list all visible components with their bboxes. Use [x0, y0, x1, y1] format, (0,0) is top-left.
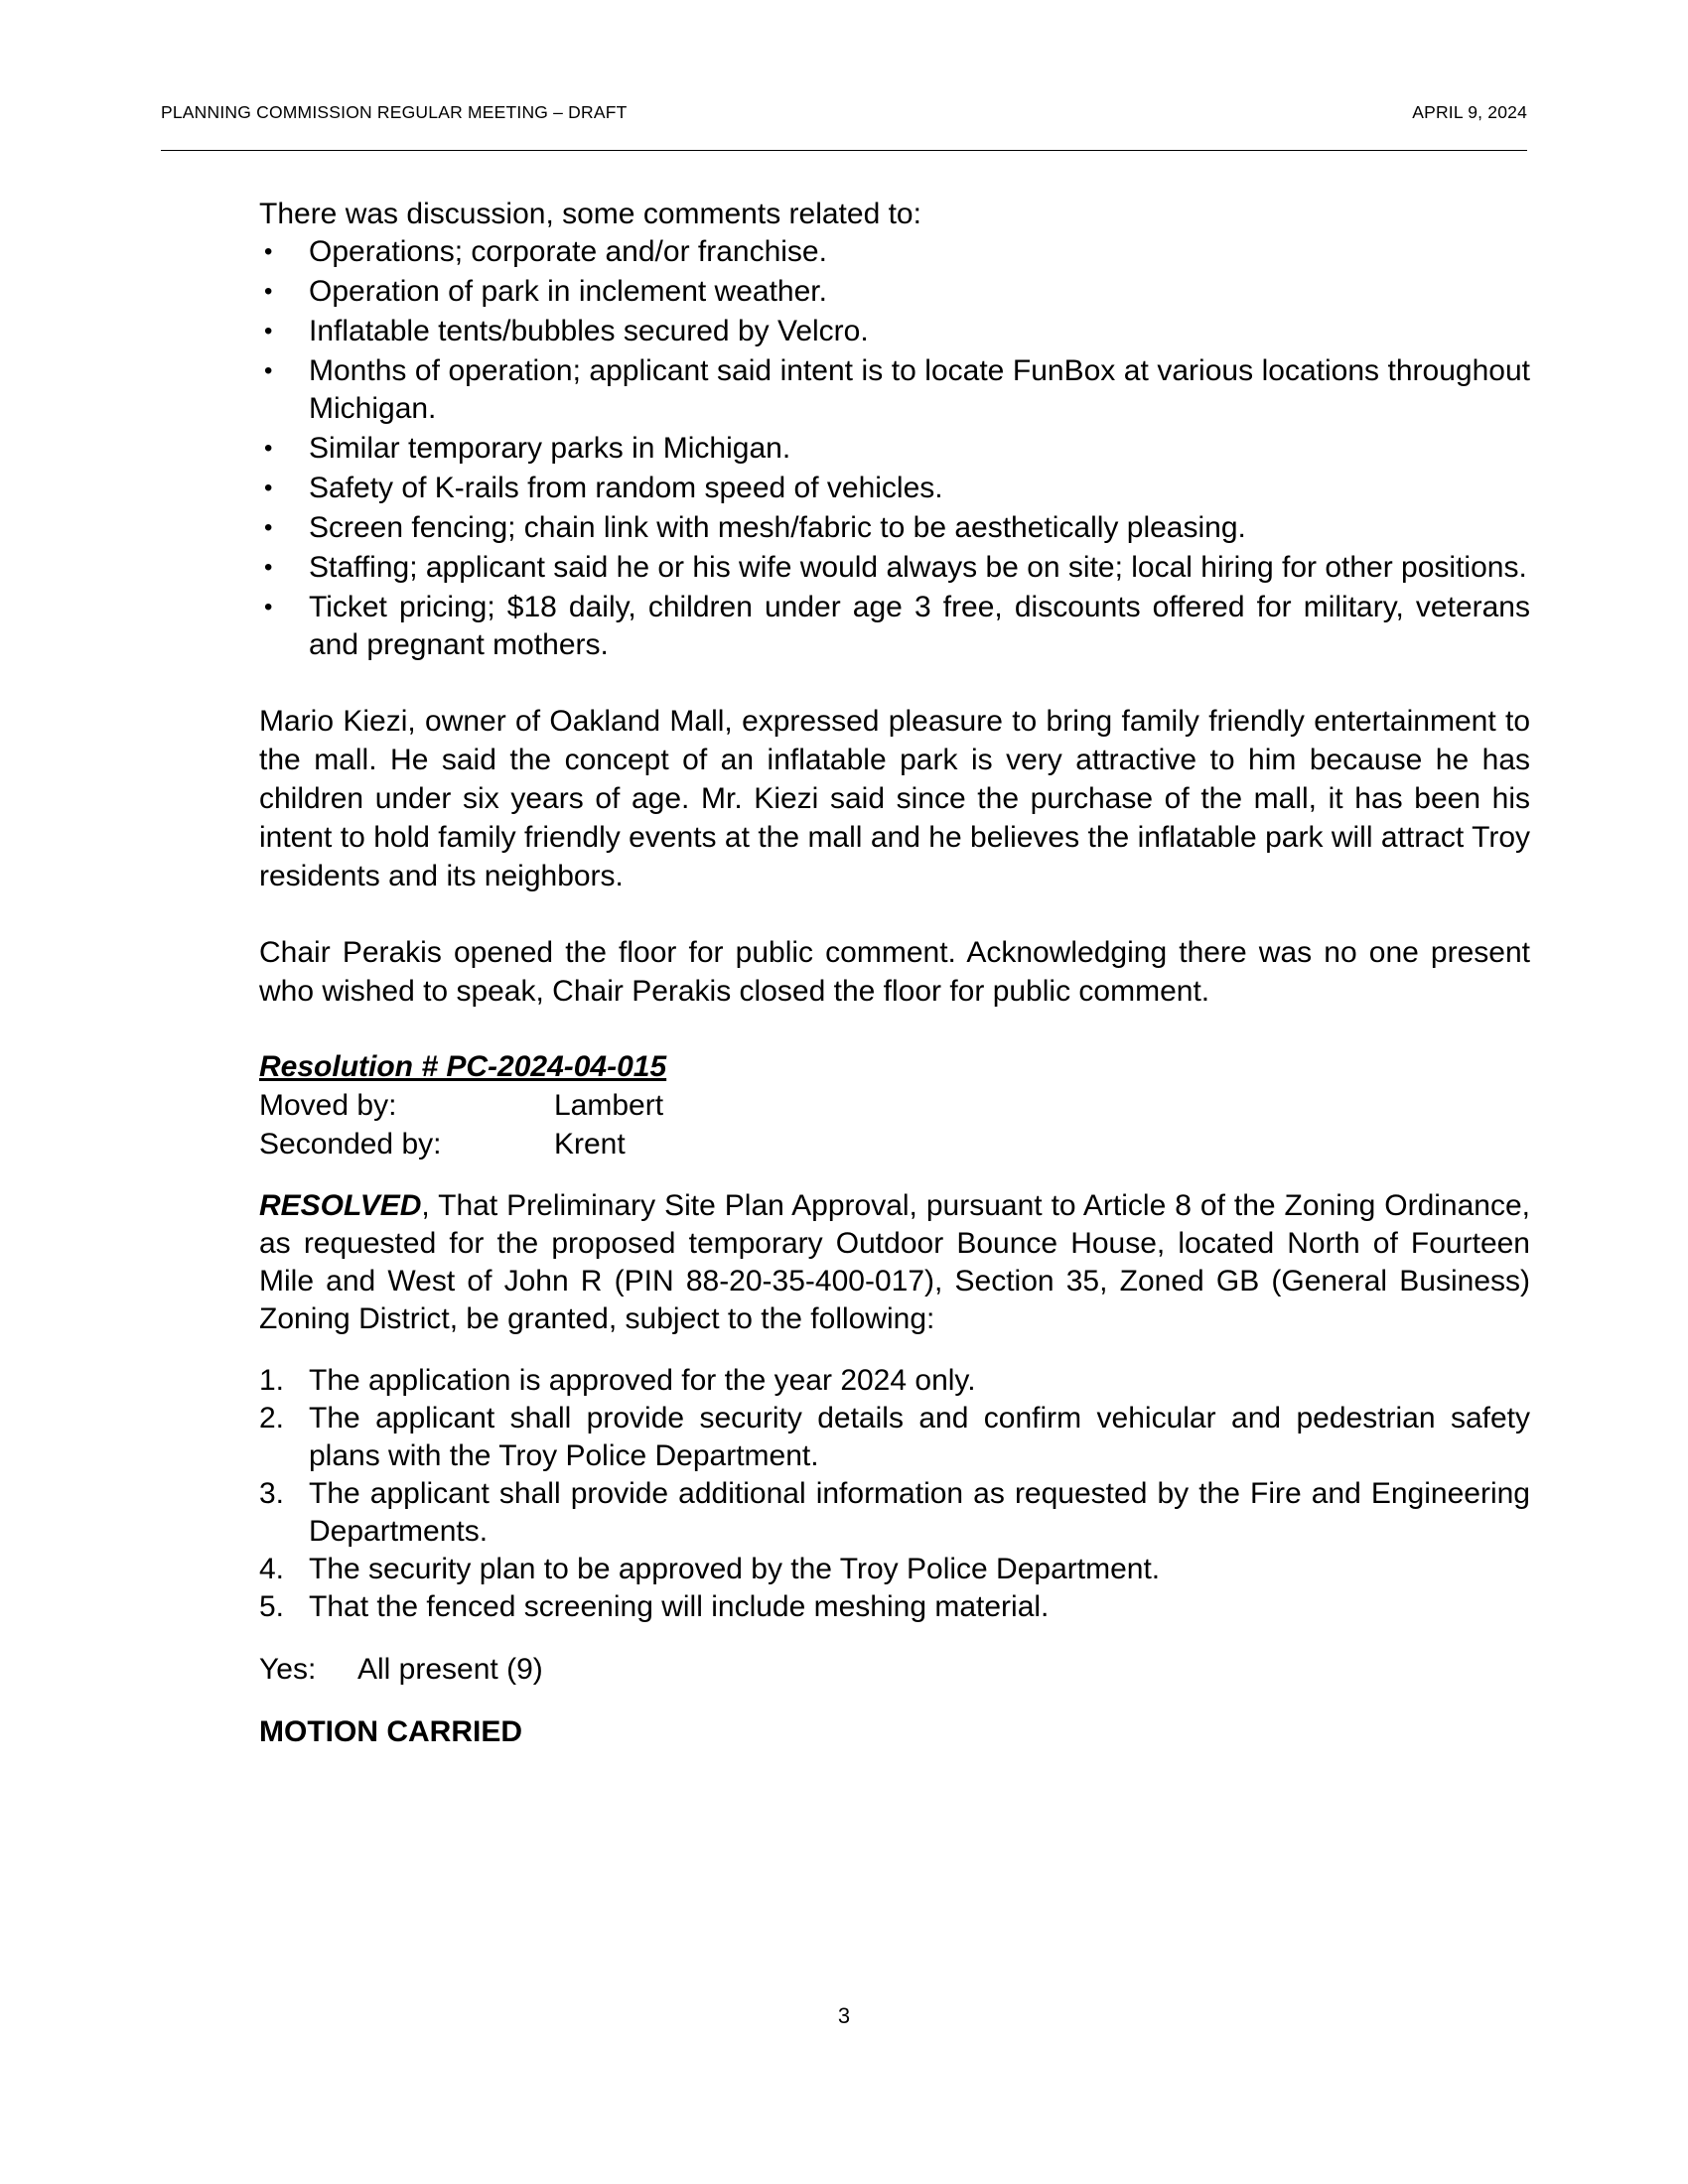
header-meeting-title: PLANNING COMMISSION REGULAR MEETING – DRAFT [161, 102, 628, 122]
list-item: 5. That the fenced screening will include meshing material. [259, 1590, 1050, 1623]
vote-line [259, 1650, 1530, 1689]
list-item: 4. The security plan to be approved by the Troy Police Department. [259, 1553, 1161, 1585]
resolved-paragraph [259, 1187, 1530, 1338]
resolved-word: RESOLVED [259, 1189, 422, 1222]
vote-label: Yes: [259, 1653, 317, 1686]
resolved-text: , That Preliminary Site Plan Approval, pursuant to Article 8 of the Zoning Ordinance, as requested for the proposed temporary Outdoor Bounce House, located North of Fourteen Mile and West of John R (PIN 88-20-35-400-017), Section 35, Zoned GB (General Business) Zoning District, be granted, subject to the following: [259, 1189, 1530, 1335]
bullet-icon: • [264, 238, 273, 265]
header-date: APRIL 9, 2024 [1412, 102, 1527, 122]
seconded-by-row [259, 1125, 1530, 1163]
list-item: • Months of operation; applicant said intent is to locate FunBox at various locations throughout Michigan. [264, 354, 1530, 425]
bullet-icon: • [264, 318, 273, 344]
bullet-icon: • [264, 594, 273, 620]
list-item: 2. The applicant shall provide security details and confirm vehicular and pedestrian safety plans with the Troy Police Department. [259, 1402, 1530, 1472]
list-item: • Staffing; applicant said he or his wife would always be on site; local hiring for other positions. [259, 549, 1530, 587]
list-item: • Operation of park in inclement weather. [259, 273, 1530, 311]
bullet-icon: • [264, 435, 273, 462]
public-comment-paragraph: Chair Perakis opened the floor for public comment. Acknowledging there was no one present who wished to speak, Chair Perakis closed the floor for public comment. [259, 936, 1530, 1008]
resolution-title: Resolution # PC-2024-04-015 [259, 1050, 667, 1083]
page-body [259, 195, 1530, 1751]
moved-by-row [259, 1086, 1530, 1125]
list-item: • Screen fencing; chain link with mesh/fabric to be aesthetically pleasing. [259, 509, 1530, 547]
moved-by-label: Moved by: [259, 1089, 397, 1122]
page-header [161, 102, 1527, 151]
motion-outcome: MOTION CARRIED [259, 1715, 522, 1748]
vote-value: All present (9) [357, 1653, 543, 1686]
list-item: 3. The applicant shall provide additional information as requested by the Fire and Engineering Departments. [259, 1477, 1530, 1548]
list-item: • Inflatable tents/bubbles secured by Velcro. [259, 313, 1530, 350]
bullet-icon: • [264, 357, 273, 384]
resolution-block [259, 1047, 1530, 1751]
list-item: 1. The application is approved for the year 2024 only. [259, 1364, 976, 1397]
bullet-icon: • [264, 514, 273, 541]
discussion-intro: There was discussion, some comments related to: [259, 198, 921, 230]
conditions-list [259, 1362, 1530, 1626]
discussion-list [259, 233, 1530, 664]
seconded-by-value: Krent [554, 1128, 626, 1160]
list-item: • Operations; corporate and/or franchise. [259, 233, 1530, 271]
bullet-icon: • [264, 475, 273, 501]
moved-by-value: Lambert [554, 1089, 664, 1122]
kiezi-paragraph: Mario Kiezi, owner of Oakland Mall, expressed pleasure to bring family friendly entertainment to the mall. He said the concept of an inflatable park is very attractive to him because he has children under six years of age. Mr. Kiezi said since the purchase of the mall, it has been his intent to hold family friendly events at the mall and he believes the inflatable park will attract Troy residents and its neighbors. [259, 705, 1530, 892]
bullet-icon: • [264, 554, 273, 581]
seconded-by-label: Seconded by: [259, 1128, 442, 1160]
bullet-icon: • [264, 278, 273, 305]
list-item: • Similar temporary parks in Michigan. [259, 430, 1530, 468]
page-number: 3 [837, 2003, 851, 2028]
list-item: • Ticket pricing; $18 daily, children under age 3 free, discounts offered for military, veterans and pregnant mothers. [264, 591, 1530, 661]
list-item: • Safety of K-rails from random speed of vehicles. [259, 470, 1530, 507]
